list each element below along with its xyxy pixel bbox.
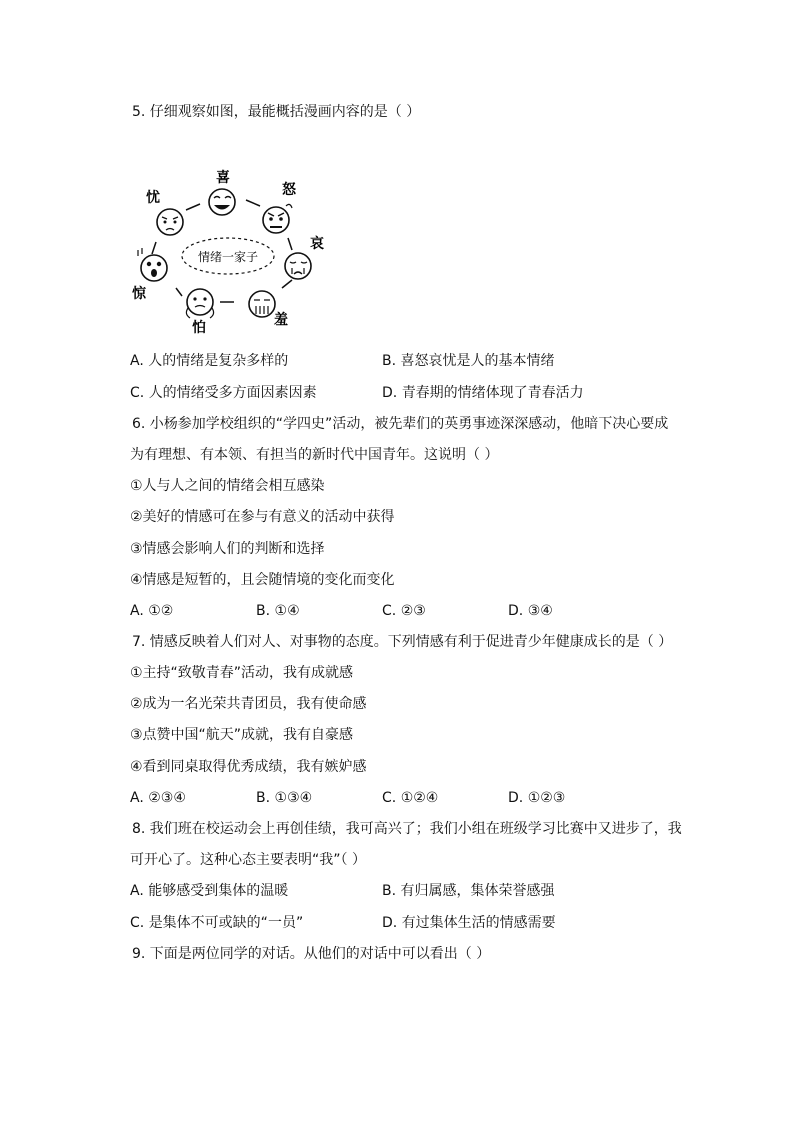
q8-option-c: C. 是集体不可或缺的“一员” bbox=[130, 915, 304, 931]
q6-option-a: A. ①② bbox=[130, 603, 174, 619]
q7-statement-3: ③点赞中国“航天”成就，我有自豪感 bbox=[130, 727, 354, 743]
q7-statement-4: ④看到同桌取得优秀成绩，我有嫉妒感 bbox=[130, 759, 367, 775]
q6-statement-1: ①人与人之间的情绪会相互感染 bbox=[130, 478, 325, 494]
q5-option-b: B. 喜怒哀忧是人的基本情绪 bbox=[382, 353, 555, 369]
label-surprise: 惊 bbox=[132, 286, 146, 302]
q8-option-b: B. 有归属感，集体荣誉感强 bbox=[382, 883, 555, 899]
label-worry: 忧 bbox=[146, 190, 160, 206]
label-shy: 羞 bbox=[274, 312, 288, 328]
q6-option-b: B. ①④ bbox=[256, 603, 300, 619]
label-sorrow: 哀 bbox=[310, 236, 324, 252]
q7-option-b: B. ①③④ bbox=[256, 790, 313, 806]
q7-option-d: D. ①②③ bbox=[508, 790, 566, 806]
q6-statement-2: ②美好的情感可在参与有意义的活动中获得 bbox=[130, 509, 395, 525]
q5-stem: 5. 仔细观察如图，最能概括漫画内容的是（ ） bbox=[132, 104, 421, 120]
q6-option-c: C. ②③ bbox=[382, 603, 426, 619]
q7-statement-2: ②成为一名光荣共青团员，我有使命感 bbox=[130, 696, 367, 712]
label-joy: 喜 bbox=[216, 170, 230, 186]
face-anger bbox=[263, 204, 292, 233]
q6-stem-line2: 为有理想、有本领、有担当的新时代中国青年。这说明（ ） bbox=[130, 447, 499, 463]
q6-stem-line1: 6. 小杨参加学校组织的“学四史”活动，被先辈们的英勇事迹深深感动，他暗下决心要成 bbox=[132, 416, 669, 432]
face-fear bbox=[186, 289, 213, 318]
q9-stem: 9. 下面是两位同学的对话。从他们的对话中可以看出（ ） bbox=[132, 946, 491, 962]
q8-option-a: A. 能够感受到集体的温暖 bbox=[130, 883, 289, 899]
q5-option-a: A. 人的情绪是复杂多样的 bbox=[130, 353, 289, 369]
q6-statement-4: ④情感是短暂的，且会随情境的变化而变化 bbox=[130, 572, 395, 588]
q8-stem-line1: 8. 我们班在校运动会上再创佳绩，我可高兴了；我们小组在班级学习比赛中又进步了，我 bbox=[132, 821, 682, 837]
q7-option-a: A. ②③④ bbox=[130, 790, 186, 806]
center-label: 情绪一家子 bbox=[197, 250, 259, 264]
face-worry bbox=[157, 209, 183, 235]
label-anger: 怒 bbox=[282, 182, 296, 198]
q6-statement-3: ③情感会影响人们的判断和选择 bbox=[130, 541, 325, 557]
face-sorrow bbox=[285, 253, 311, 279]
q7-option-c: C. ①②④ bbox=[382, 790, 439, 806]
emotion-family-cartoon bbox=[130, 160, 340, 340]
q5-option-d: D. 青春期的情绪体现了青春活力 bbox=[382, 385, 584, 401]
q8-stem-line2: 可开心了。这种心态主要表明“我”（ ） bbox=[130, 852, 366, 868]
face-shy bbox=[249, 291, 275, 317]
q5-option-c: C. 人的情绪受多方面因素因素 bbox=[130, 385, 317, 401]
q8-option-d: D. 有过集体生活的情感需要 bbox=[382, 915, 556, 931]
q7-stem: 7. 情感反映着人们对人、对事物的态度。下列情感有利于促进青少年健康成长的是（ ） bbox=[132, 634, 673, 650]
face-joy bbox=[209, 189, 235, 215]
label-fear: 怕 bbox=[192, 320, 206, 336]
q7-statement-1: ①主持“致敬青春”活动，我有成就感 bbox=[130, 665, 354, 681]
q6-option-d: D. ③④ bbox=[508, 603, 553, 619]
